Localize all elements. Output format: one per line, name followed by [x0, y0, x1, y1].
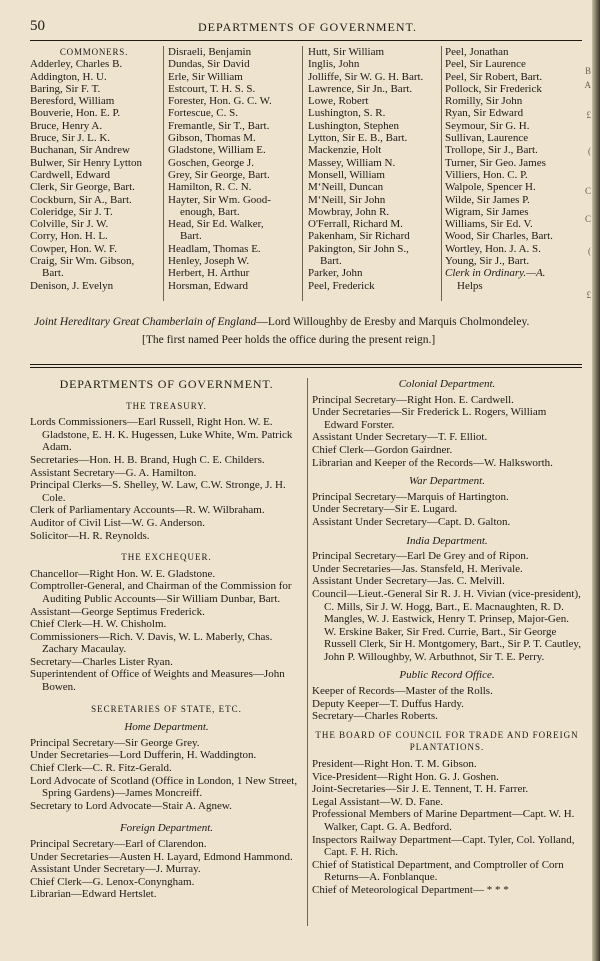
home-department-title: Home Department.: [124, 721, 209, 734]
trade-entry: Chief of Meteorological Department— * * *: [312, 883, 509, 896]
commoner-entry: Lawrence, Sir Jn., Bart.: [308, 82, 413, 95]
commoner-entry: Horsman, Edward: [168, 279, 249, 292]
clerk-in-ordinary: Clerk in Ordinary.—A.: [445, 267, 546, 280]
commoner-entry: Clerk, Sir George, Bart.: [30, 181, 135, 194]
commoner-entry: Lytton, Sir E. B., Bart.: [308, 132, 408, 145]
commoner-entry: Coleridge, Sir J. T.: [30, 205, 113, 218]
commoner-entry: Gladstone, William E.: [168, 144, 266, 157]
commoner-entry: Addington, H. U.: [30, 70, 107, 83]
commoner-entry: Colville, Sir J. W.: [30, 218, 109, 231]
edge-glyph: A: [584, 80, 591, 90]
treasury-entry: Auditor of Civil List—W. G. Anderson.: [30, 516, 205, 529]
commoners-column-4: [445, 46, 582, 292]
foreign-entry: Librarian—Edward Hertslet.: [30, 888, 157, 901]
trade-entry: Joint-Secretaries—Sir J. E. Tennent, T. H. Farrer.: [312, 783, 529, 796]
book-binding-shadow: [592, 0, 600, 961]
foreign-entry: Under Secretaries—Austen H. Layard, Edmond Hammond.: [30, 850, 293, 863]
column-divider: [441, 46, 442, 301]
page-header: [30, 18, 570, 38]
home-entry: Lord Advocate of Scotland (Office in London, 1 New Street, Spring Gardens)—James Moncreiff.: [30, 774, 298, 800]
edge-glyph: £: [586, 290, 591, 300]
commoner-entry: Pakington, Sir John S.,: [308, 242, 409, 255]
commoner-entry: Cowper, Hon. W. F.: [30, 242, 117, 255]
foreign-entry: Principal Secretary—Earl of Clarendon.: [30, 838, 207, 850]
commoner-entry: Turner, Sir Geo. James: [445, 156, 546, 169]
india-entry: Council—Lieut.-General Sir R. J. H. Vivian (vice-president), C. Mills, Sir J. W. Hogg, Bart., E. Macnaughten, R. D. Mangles, W. J. Eastwick, Henry T. Prinsep, Major-Gen. W. Erskine Baker, Sir Fred. Currie, Bart., Sir George Russell Clerk, Sir H. Montgomery, Bart., Sir P. T. Cautley, John P. Willoughby, W. Arbuthnot, Sir T. E. Perry.: [312, 587, 581, 663]
commoner-entry: Peel, Frederick: [308, 279, 375, 292]
page-number: 50: [30, 18, 45, 34]
right-column: [312, 378, 582, 897]
commoner-entry: Hutt, Sir William: [308, 46, 385, 58]
records-entry: Secretary—Charles Roberts.: [312, 710, 438, 723]
joint-chamberlain-line: [34, 316, 579, 328]
commoner-entry: Fortescue, C. S.: [168, 107, 238, 120]
records-entry: Keeper of Records—Master of the Rolls.: [312, 685, 493, 698]
exchequer-entry: Assistant—George Septimus Frederick.: [30, 605, 205, 618]
india-department-title: India Department.: [406, 534, 488, 547]
war-entry: Assistant Under Secretary—Capt. D. Galton.: [312, 515, 511, 528]
commoner-entry: Pollock, Sir Frederick: [445, 82, 542, 95]
commoner-entry: O'Ferrall, Richard M.: [308, 218, 403, 231]
commoner-entry: Mackenzie, Holt: [308, 144, 382, 157]
commoner-entry: Erle, Sir William: [168, 70, 243, 83]
commoner-entry: Baring, Sir F. T.: [30, 82, 101, 95]
commoner-entry: Dundas, Sir David: [168, 58, 250, 71]
commoner-entry: Denison, J. Evelyn: [30, 279, 114, 292]
foreign-entry: Chief Clerk—G. Lenox-Conyngham.: [30, 875, 195, 888]
commoner-entry: Head, Sir Ed. Walker,: [168, 218, 264, 231]
exchequer-title: THE EXCHEQUER.: [121, 552, 212, 563]
commoner-entry: Herbert, H. Arthur: [168, 267, 250, 280]
war-entry: Under Secretary—Sir E. Lugard.: [312, 503, 458, 516]
commoner-entry: Romilly, Sir John: [445, 95, 523, 108]
commoner-entry: Young, Sir J., Bart.: [445, 255, 530, 268]
commoner-entry: Villiers, Hon. C. P.: [445, 168, 528, 181]
commoner-entry: enough, Bart.: [180, 205, 240, 218]
commoner-entry: Bart.: [180, 230, 202, 243]
commoner-entry: M‘Neill, Duncan: [308, 181, 384, 194]
commoner-entry: Buchanan, Sir Andrew: [30, 144, 130, 157]
colonial-entry: Chief Clerk—Gordon Gairdner.: [312, 443, 453, 456]
commoner-entry: Peel, Sir Laurence: [445, 58, 526, 71]
commoner-entry: Peel, Sir Robert, Bart.: [445, 70, 543, 83]
exchequer-entry: Superintendent of Office of Weights and Measures—John Bowen.: [30, 668, 285, 694]
records-entry: Deputy Keeper—T. Duffus Hardy.: [312, 697, 464, 710]
commoner-entry: Lushington, S. R.: [308, 107, 386, 120]
india-entry: Assistant Under Secretary—Jas. C. Melvill.: [312, 575, 505, 588]
commoner-entry: Bruce, Henry A.: [30, 119, 103, 132]
colonial-entry: Principal Secretary—Right Hon. E. Cardwell.: [312, 393, 514, 406]
commoner-entry: Williams, Sir Ed. V.: [445, 218, 533, 231]
commoner-entry: Gibson, Thomas M.: [168, 132, 256, 145]
commoners-table: [30, 46, 582, 306]
commoner-entry: Henley, Joseph W.: [168, 255, 250, 268]
war-entry: Principal Secretary—Marquis of Hartington.: [312, 490, 509, 503]
trade-entry: President—Right Hon. T. M. Gibson.: [312, 758, 477, 771]
trade-entry: Vice-President—Right Hon. G. J. Goshen.: [312, 770, 499, 783]
exchequer-entry: Commissioners—Rich. V. Davis, W. L. Maberly, Chas. Zachary Macaulay.: [30, 630, 273, 656]
trade-entry: Legal Assistant—W. D. Fane.: [312, 795, 443, 808]
commoner-entry: Estcourt, T. H. S. S.: [168, 82, 256, 95]
joint-chamberlain-holders: —Lord Willoughby de Eresby and Marquis Cholmondeley.: [256, 316, 530, 328]
commoner-entry: Parker, John: [308, 267, 363, 280]
commoner-entry: Trollope, Sir J., Bart.: [445, 144, 538, 157]
commoner-entry: Helps: [457, 279, 483, 292]
header-rule: [30, 40, 582, 41]
commoner-entry: Cardwell, Edward: [30, 168, 111, 181]
commoner-entry: Disraeli, Benjamin: [168, 46, 252, 58]
india-entry: Under Secretaries—Jas. Stansfeld, H. Merivale.: [312, 562, 523, 575]
exchequer-entry: Chancellor—Right Hon. W. E. Gladstone.: [30, 567, 216, 580]
commoner-entry: Hayter, Sir Wm. Good-: [168, 193, 271, 206]
home-entry: Secretary to Lord Advocate—Stair A. Agnew.: [30, 799, 232, 812]
edge-glyph: (: [588, 246, 591, 256]
commoner-entry: Cockburn, Sir A., Bart.: [30, 193, 132, 206]
treasury-entry: Assistant Secretary—G. A. Hamilton.: [30, 466, 197, 479]
colonial-entry: Assistant Under Secretary—T. F. Elliot.: [312, 431, 488, 444]
colonial-entry: Under Secretaries—Sir Frederick L. Rogers, William Edward Forster.: [312, 406, 547, 431]
commoner-entry: Monsell, William: [308, 168, 385, 181]
edge-glyph: C: [584, 214, 591, 224]
treasury-title: THE TREASURY.: [126, 400, 207, 411]
commoner-entry: Wood, Sir Charles, Bart.: [445, 230, 553, 243]
commoners-heading: COMMONERS.: [59, 47, 129, 57]
commoner-entry: Craig, Sir Wm. Gibson,: [30, 255, 135, 268]
treasury-entry: Secretaries—Hon. H. B. Brand, Hugh C. E. Childers.: [30, 453, 265, 466]
commoner-entry: Jolliffe, Sir W. G. H. Bart.: [308, 70, 424, 83]
left-column: [30, 378, 303, 901]
treasury-entry: Clerk of Parliamentary Accounts—R. W. Wilbraham.: [30, 504, 265, 517]
edge-glyph: C: [584, 186, 591, 196]
commoner-entry: Corry, Hon. H. L.: [30, 230, 108, 243]
commoners-column-2: [168, 46, 300, 292]
commoner-entry: Forester, Hon. G. C. W.: [168, 95, 272, 108]
commoner-entry: Bart.: [320, 255, 342, 268]
commoners-column-1: [30, 46, 158, 292]
commoners-column-3: [308, 46, 444, 292]
trade-entry: Chief of Statistical Department, and Comptroller of Corn Returns—A. Fonblanque.: [312, 858, 564, 884]
commoner-entry: Wigram, Sir James: [445, 205, 529, 218]
commoner-entry: Bulwer, Sir Henry Lytton: [30, 156, 142, 169]
section-rule: [30, 364, 582, 365]
treasury-entry: Lords Commissioners—Earl Russell, Right Hon. W. E. Gladstone, E. H. K. Hugessen, Luke White, Wm. Patrick Adam.: [30, 416, 293, 454]
edge-glyph: (: [588, 146, 591, 156]
commoner-entry: Walpole, Spencer H.: [445, 181, 536, 194]
commoner-entry: Bouverie, Hon. E. P.: [30, 107, 121, 120]
column-divider: [163, 46, 164, 301]
exchequer-entry: Comptroller-General, and Chairman of the Commission for Auditing Public Accounts—Sir William Dunbar, Bart.: [30, 580, 292, 605]
commoner-entry: M‘Neill, Sir John: [308, 193, 386, 206]
commoner-entry: Hamilton, R. C. N.: [168, 181, 252, 194]
commoner-entry: Seymour, Sir G. H.: [445, 119, 530, 132]
commoner-entry: Peel, Jonathan: [445, 46, 509, 58]
commoner-entry: Bruce, Sir J. L. K.: [30, 132, 111, 145]
edge-glyph: B: [584, 66, 591, 76]
commoner-entry: Mowbray, John R.: [308, 205, 390, 218]
commoner-entry: Inglis, John: [308, 58, 360, 71]
commoner-entry: Sullivan, Laurence: [445, 132, 529, 145]
foreign-entry: Assistant Under Secretary—J. Murray.: [30, 863, 201, 876]
section-heading: DEPARTMENTS OF GOVERNMENT.: [59, 377, 274, 391]
war-department-title: War Department.: [409, 475, 485, 488]
trade-entry: Inspectors Railway Department—Capt. Tyler, Col. Yolland, Capt. F. H. Rich.: [312, 833, 575, 859]
commoner-entry: Wilde, Sir James P.: [445, 193, 530, 206]
treasury-entry: Principal Clerks—S. Shelley, W. Law, C.W. Stronge, J. H. Cole.: [30, 479, 286, 504]
exchequer-entry: Secretary—Charles Lister Ryan.: [30, 655, 173, 668]
commoner-entry: Fremantle, Sir T., Bart.: [168, 119, 270, 132]
home-entry: Chief Clerk—C. R. Fitz-Gerald.: [30, 762, 172, 775]
treasury-entry: Solicitor—H. R. Reynolds.: [30, 529, 150, 542]
commoner-entry: Goschen, George J.: [168, 156, 254, 169]
secretaries-title: SECRETARIES OF STATE, ETC.: [91, 703, 242, 714]
board-of-trade-title: THE BOARD OF COUNCIL FOR TRADE AND FOREIGN PLANTATIONS.: [315, 729, 579, 753]
column-divider: [302, 46, 303, 301]
foreign-department-title: Foreign Department.: [119, 822, 214, 835]
colonial-department-title: Colonial Department.: [398, 378, 496, 390]
commoner-entry: Lowe, Robert: [308, 95, 369, 108]
trade-entry: Professional Members of Marine Department—Capt. W. H. Walker, Capt. G. A. Bedford.: [312, 808, 575, 833]
commoner-entry: Grey, Sir George, Bart.: [168, 168, 270, 181]
commoner-entry: Wortley, Hon. J. A. S.: [445, 242, 541, 255]
colonial-entry: Librarian and Keeper of the Records—W. Halksworth.: [312, 456, 553, 469]
running-title: DEPARTMENTS OF GOVERNMENT.: [198, 20, 417, 34]
record-office-title: Public Record Office.: [399, 669, 495, 682]
home-entry: Principal Secretary—Sir George Grey.: [30, 736, 200, 749]
home-entry: Under Secretaries—Lord Dufferin, H. Waddington.: [30, 749, 257, 762]
commoner-entry: Adderley, Charles B.: [30, 58, 123, 71]
commoner-entry: Lushington, Stephen: [308, 119, 400, 132]
commoner-entry: Bart.: [42, 267, 64, 280]
office-note: [The first named Peer holds the office during the present reign.]: [142, 334, 436, 346]
column-divider: [307, 378, 308, 926]
commoner-entry: Beresford, William: [30, 95, 115, 108]
edge-glyph: £: [586, 110, 591, 120]
commoner-entry: Massey, William N.: [308, 156, 396, 169]
commoner-entry: Ryan, Sir Edward: [445, 107, 524, 120]
joint-chamberlain-title: Joint Hereditary Great Chamberlain of England: [34, 316, 257, 328]
exchequer-entry: Chief Clerk—H. W. Chisholm.: [30, 618, 167, 631]
section-rule: [30, 367, 582, 368]
commoner-entry: Pakenham, Sir Richard: [308, 230, 410, 243]
india-entry: Principal Secretary—Earl De Grey and of Ripon.: [312, 550, 529, 563]
commoner-entry: Headlam, Thomas E.: [168, 242, 261, 255]
